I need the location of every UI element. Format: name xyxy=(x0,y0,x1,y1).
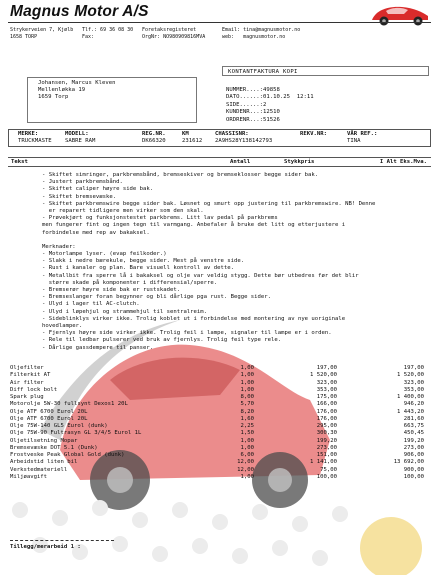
vehicle-chassis: 2A9HS28Y138142793 xyxy=(215,138,273,144)
line-price: 75,00 xyxy=(320,466,337,473)
invoice-lines xyxy=(10,365,430,481)
line-total: 1 400,00 xyxy=(397,394,424,400)
vehicle-header-chassis: CHASSISNR: xyxy=(215,131,249,137)
table-row xyxy=(10,438,430,445)
vehicle-km: 231612 xyxy=(182,138,203,144)
line-price: 175,00 xyxy=(316,394,337,400)
vehicle-header-regno: REG.NR. xyxy=(142,131,166,137)
vehicle-header-ref: VÅR REF.: xyxy=(347,131,378,137)
vehicle-header-make: MERKE: xyxy=(18,131,39,137)
vehicle-regno: DK66320 xyxy=(142,138,166,144)
line-price: 353,00 xyxy=(316,386,337,393)
line-total: 281,60 xyxy=(403,415,424,422)
company-contact: Email: tina@magnusmotor.no web: magnusmotor.no xyxy=(222,27,301,40)
line-name: Arbeidstid liten bil xyxy=(10,459,78,466)
company-registry: Foretaksregisteret OrgNr: NO980909816MVA xyxy=(142,27,206,40)
line-name: Air filter xyxy=(10,379,44,386)
line-qty: 2,25 xyxy=(240,423,254,429)
line-price: 176,00 xyxy=(316,415,337,422)
note-line: større skade på komponenter i differensial/sperre. xyxy=(42,279,218,286)
vehicle-header-rekv: REKV.NR: xyxy=(300,131,327,137)
table-row xyxy=(10,445,430,452)
col-qty: Antall xyxy=(230,159,251,165)
line-price: 199,20 xyxy=(316,437,337,444)
meta-date: DATO......:01.10.25 12:11 xyxy=(226,94,314,101)
line-price: 295,00 xyxy=(316,423,337,429)
line-price: 1 141,00 xyxy=(310,459,337,466)
vehicle-info-box xyxy=(8,129,431,147)
work-notes xyxy=(42,172,387,352)
line-qty: 1,00 xyxy=(240,437,254,444)
table-row xyxy=(10,394,430,401)
line-total: 273,00 xyxy=(403,444,424,451)
line-qty: 1,00 xyxy=(240,444,254,451)
line-qty: 1,00 xyxy=(240,365,254,371)
note-line: - Bremseslanger foran begynner og bli dårlige pga rust. Begge sider. xyxy=(42,294,272,301)
line-name: Miljøavgift xyxy=(10,473,48,480)
note-line: forbindelse med rep av bakaksel. xyxy=(42,229,150,236)
line-price: 166,00 xyxy=(316,401,337,408)
col-text: Tekst xyxy=(11,159,28,165)
note-line: Merknader: xyxy=(42,243,76,250)
line-price: 1 520,00 xyxy=(310,372,337,379)
line-qty: 8,20 xyxy=(240,408,254,415)
line-total: 946,20 xyxy=(403,401,424,408)
vehicle-model: SABRE RAM xyxy=(65,138,96,144)
line-total: 13 692,00 xyxy=(393,459,424,466)
note-line: hovedlamper. xyxy=(42,322,83,329)
background-sun-circle xyxy=(360,517,422,575)
table-row xyxy=(10,474,430,481)
line-qty: 5,70 xyxy=(240,401,254,408)
separator-rule xyxy=(10,540,114,541)
invoice-meta xyxy=(226,87,314,124)
line-qty: 1,00 xyxy=(240,372,254,379)
vehicle-header-km: KM xyxy=(182,131,189,137)
line-total: 100,00 xyxy=(403,473,424,480)
table-row xyxy=(10,409,430,416)
document-title-box xyxy=(222,66,429,76)
meta-customer-number: KUNDENR...:12510 xyxy=(226,109,280,116)
line-name: Oljetilsetning Mopar xyxy=(10,437,78,444)
line-total: 900,00 xyxy=(403,466,424,473)
line-name: Olje 75W-90 Fultrasyn GL 3/4/5 Eurol 1L xyxy=(10,430,142,437)
note-line: men fungerer fint og ingen tegn til varmgang. Anbefaler å bruke det litt og etterjustere i xyxy=(42,222,346,229)
line-qty: 1,50 xyxy=(240,430,254,437)
line-name: Olje 75W-140 GL5 Eurol (dunk) xyxy=(10,423,108,429)
col-total: I Alt Eks.Mva. xyxy=(379,159,427,165)
table-row xyxy=(10,459,430,466)
line-total: 906,00 xyxy=(403,452,424,458)
note-line: - Dårlige gassdempere til panser. xyxy=(42,344,154,351)
note-line: - Metallbit fra sperre lå i bakaksel og olje var veldig stygg. Dette bør utbedres før det blir xyxy=(42,272,359,279)
note-line: - Rust i kanaler og plan. Bare visuell kontroll av dette. xyxy=(42,265,234,272)
line-qty: 1,60 xyxy=(240,415,254,422)
line-name: Spark plug xyxy=(10,394,44,400)
table-row xyxy=(10,401,430,408)
line-qty: 8,00 xyxy=(240,394,254,400)
note-line: - Skiftet parkbremswire begge sider bak. Løsnet og smurt opp justering til parkbremswire. NB! Denne xyxy=(42,200,376,207)
line-price: 100,00 xyxy=(316,473,337,480)
vehicle-ref: TINA xyxy=(347,138,361,144)
line-price: 176,00 xyxy=(316,408,337,415)
line-total: 353,00 xyxy=(403,386,424,393)
note-line: - Ulyd i lager til AC-clutch. xyxy=(42,301,140,308)
line-qty: 12,00 xyxy=(237,459,254,466)
line-price: 273,00 xyxy=(316,444,337,451)
meta-order-number: ORDRENR...:51526 xyxy=(226,116,280,123)
vehicle-make: TRUCKMASTE xyxy=(18,138,52,144)
table-row xyxy=(10,365,430,372)
table-row xyxy=(10,430,430,437)
line-name: Bremsevæske DOT 5.1 (Dunk) xyxy=(10,444,98,451)
line-total: 197,00 xyxy=(403,365,424,371)
note-line: - Ulyd i løpehjul og strammehjul til sentralreim. xyxy=(42,308,208,315)
note-line: - Bremserør høyre side bak er rustskadet. xyxy=(42,287,181,293)
meta-page: SIDE......:2 xyxy=(226,101,267,108)
line-total: 323,00 xyxy=(403,379,424,386)
meta-number: NUMMER....:49858 xyxy=(226,87,280,93)
table-row xyxy=(10,467,430,474)
line-price: 197,00 xyxy=(316,365,337,371)
line-total: 1 520,00 xyxy=(397,372,424,379)
line-qty: 6,00 xyxy=(240,452,254,458)
note-line: - Rele til ledbar pulserer ved bruk av fjernlys. Trolig feil type rele. xyxy=(42,337,282,344)
company-address: Strykerveien 7, Kjølb 1658 TORP xyxy=(10,27,74,40)
company-name: Magnus Motor A/S xyxy=(10,3,149,20)
company-phone: Tlf.: 69 36 08 30 Fax: xyxy=(82,27,134,40)
line-name: Verkstedmateriell xyxy=(10,466,68,473)
note-line: - Motorlampe lyser. (evap feilkoder.) xyxy=(42,251,167,258)
line-name: Olje ATF 6700 Eurol 20L xyxy=(10,408,88,415)
additional-work-label: Tillegg/merarbeid 1 : xyxy=(10,544,81,550)
vehicle-header-model: MODELL: xyxy=(65,131,89,137)
line-name: Oljefilter xyxy=(10,365,44,371)
table-row xyxy=(10,372,430,379)
customer-address: Johansen, Marcus Kleven Mellenløkka 19 1659 Torp xyxy=(38,80,116,100)
line-price: 300,30 xyxy=(316,430,337,437)
note-line: - Justert parkbremsbånd. xyxy=(42,179,123,186)
note-line: - Fjernlys høyre side virker ikke. Trolig feil i lampe, signaler til lampe er i orden. xyxy=(42,330,332,337)
line-name: Olje ATF 6700 Eurol 20L xyxy=(10,415,88,422)
table-row xyxy=(10,416,430,423)
note-line: - Skiftet bremsevæske. xyxy=(42,193,117,200)
note-line: - Skiftet caliper høyre side bak. xyxy=(42,186,154,193)
line-qty: 1,00 xyxy=(240,379,254,386)
table-row xyxy=(10,423,430,430)
line-qty: 1,00 xyxy=(240,473,254,480)
note-line: - Sideblinklys virker ikke. Trolig koblet ut i forbindelse med montering av nye uoriginale xyxy=(42,315,346,322)
table-row xyxy=(10,452,430,459)
document-title: KONTANTFAKTURA KOPI xyxy=(228,69,298,75)
col-price: Stykkpris xyxy=(284,159,315,165)
table-row xyxy=(10,380,430,387)
lines-table-header xyxy=(8,157,431,167)
line-name: Filterkit AT xyxy=(10,372,51,379)
note-line: - Skiftet simringer, parkbremsbånd, bremseskiver og bremseklosser begge sider bak. xyxy=(42,172,319,178)
line-price: 323,00 xyxy=(316,379,337,386)
header-rule xyxy=(8,22,431,23)
line-name: Frostveske Peak Global Gold (dunk) xyxy=(10,452,125,458)
table-row xyxy=(10,387,430,394)
line-total: 450,45 xyxy=(403,430,424,437)
line-total: 663,75 xyxy=(403,423,424,429)
line-qty: 1,00 xyxy=(240,386,254,393)
note-line: er reparert tidligere men virker som den skal. xyxy=(42,207,204,214)
line-name: Motorolje 5W-30 fullsynt Dexos1 20L xyxy=(10,401,128,408)
note-line xyxy=(42,237,387,244)
line-total: 199,20 xyxy=(403,437,424,444)
line-qty: 12,00 xyxy=(237,466,254,473)
line-name: Diff lock bolt xyxy=(10,386,58,393)
line-price: 151,00 xyxy=(316,452,337,458)
line-total: 1 443,20 xyxy=(397,408,424,415)
note-line: - Prøvekjørt og funksjonstestet parkbrems. Litt lav pedal på parkbrems xyxy=(42,215,278,222)
note-line: - Slakk i nedre bærekule, begge sider. Mest på venstre side. xyxy=(42,258,245,265)
